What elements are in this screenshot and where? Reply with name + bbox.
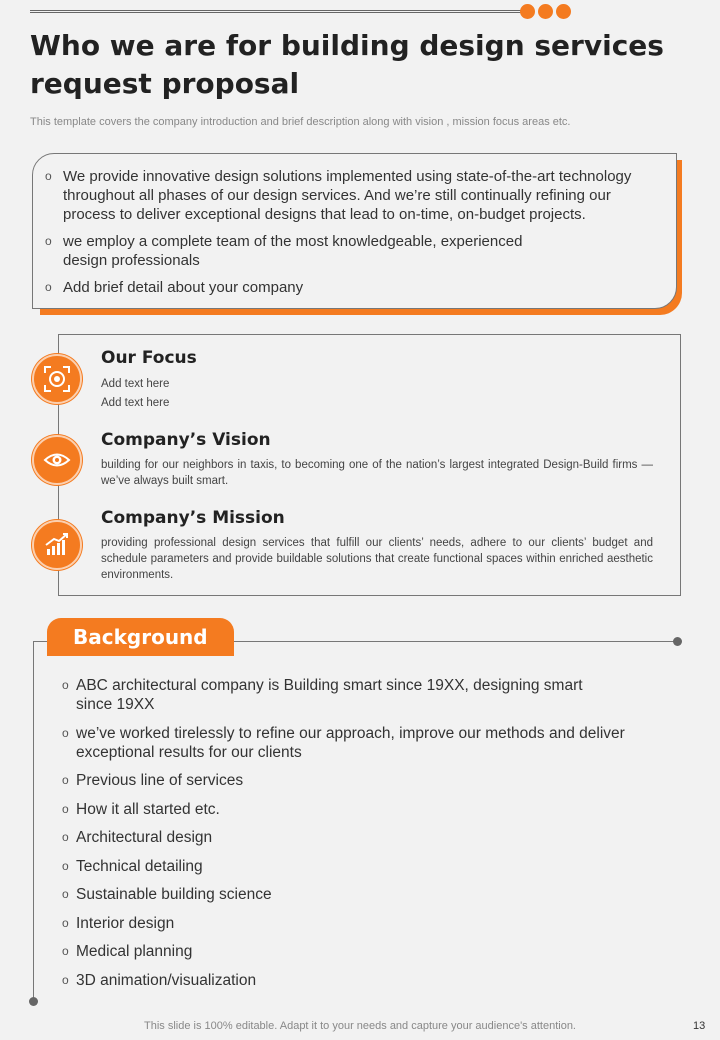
- intro-item-text: We provide innovative design solutions implemented using state-of-the-art technology throughout all phases of our design services. And we’re still continually refining our process to deliver exceptional designs that lead to on-time, on-budget projects.: [63, 168, 632, 223]
- background-item-text: we’ve worked tirelessly to refine our approach, improve our methods and deliver exceptional results for our clients: [76, 724, 625, 761]
- background-list-item: [60, 942, 660, 961]
- decorative-dots: [520, 4, 571, 19]
- background-item-text: Technical detailing: [76, 857, 203, 875]
- intro-item-text: Add brief detail about your company: [63, 279, 304, 296]
- bullet-icon: o: [62, 944, 69, 958]
- background-list-item: [60, 914, 660, 933]
- frame-dot-icon: [673, 637, 682, 646]
- bullet-icon: o: [62, 858, 69, 873]
- dot-icon: [538, 4, 553, 19]
- bullet-icon: o: [62, 972, 69, 987]
- background-list-item: [60, 971, 660, 990]
- page-title: Who we are for building design services request proposal: [30, 29, 664, 100]
- background-list-item: [60, 885, 660, 904]
- background-list-item: [60, 857, 660, 876]
- background-item-text: Medical planning: [76, 943, 193, 960]
- eye-icon: [32, 435, 82, 485]
- page-subtitle: This template covers the company introduction and brief description along with vision , mission focus areas etc.: [30, 116, 571, 128]
- focus-line: Add text here: [101, 397, 170, 409]
- background-item-text: How it all started etc.: [76, 800, 220, 818]
- background-item-text: ABC architectural company is Building smart since 19XX, designing smart since 19XX: [76, 677, 583, 713]
- intro-item: [43, 278, 664, 297]
- bullet-icon: o: [62, 830, 69, 844]
- background-item-text: Previous line of services: [76, 772, 244, 789]
- background-item-text: 3D animation/visualization: [76, 971, 257, 989]
- background-list-item: [60, 676, 660, 714]
- background-list-item: [60, 800, 660, 819]
- background-list: [60, 676, 660, 999]
- bullet-icon: o: [45, 234, 52, 248]
- bullet-icon: o: [62, 725, 69, 740]
- background-frame-line: [33, 641, 34, 1001]
- mission-text: providing professional design services that fulfill our clients’ needs, adhere to our clients’ budget and schedule parameters and provide buildable solutions that create functional spaces within enriched aesthetic environments.: [101, 537, 653, 581]
- background-item-text: Interior design: [76, 914, 175, 932]
- background-item-text: Architectural design: [76, 829, 213, 846]
- bullet-icon: o: [62, 801, 69, 816]
- bullet-icon: o: [45, 169, 52, 183]
- dot-icon: [520, 4, 535, 19]
- mission-heading: Company’s Mission: [101, 508, 285, 528]
- growth-chart-icon: [32, 520, 82, 570]
- intro-card: [32, 153, 677, 309]
- page-number: 13: [693, 1020, 706, 1032]
- target-icon: [32, 354, 82, 404]
- background-list-item: [60, 724, 660, 762]
- background-frame-line: [232, 641, 678, 642]
- footer-note: This slide is 100% editable. Adapt it to your needs and capture your audience's attention.: [144, 1020, 576, 1032]
- bullet-icon: o: [45, 280, 52, 294]
- vision-heading: Company’s Vision: [101, 430, 271, 450]
- background-item-text: Sustainable building science: [76, 886, 272, 903]
- intro-item: [43, 232, 664, 270]
- intro-item-text: we employ a complete team of the most knowledgeable, experienced design professionals: [63, 233, 523, 269]
- vision-text: building for our neighbors in taxis, to becoming one of the nation’s largest integrated Design-Build firms — we’ve always built smart.: [101, 459, 653, 487]
- frame-dot-icon: [29, 997, 38, 1006]
- bullet-icon: o: [62, 773, 69, 787]
- bullet-icon: o: [62, 887, 69, 901]
- background-list-item: [60, 828, 660, 847]
- focus-heading: Our Focus: [101, 348, 197, 368]
- intro-item: [43, 167, 664, 224]
- bullet-icon: o: [62, 678, 69, 692]
- focus-line: Add text here: [101, 378, 170, 390]
- background-list-item: [60, 771, 660, 790]
- top-rule: [30, 10, 524, 13]
- dot-icon: [556, 4, 571, 19]
- bullet-icon: o: [62, 915, 69, 930]
- background-tab: Background: [47, 618, 234, 656]
